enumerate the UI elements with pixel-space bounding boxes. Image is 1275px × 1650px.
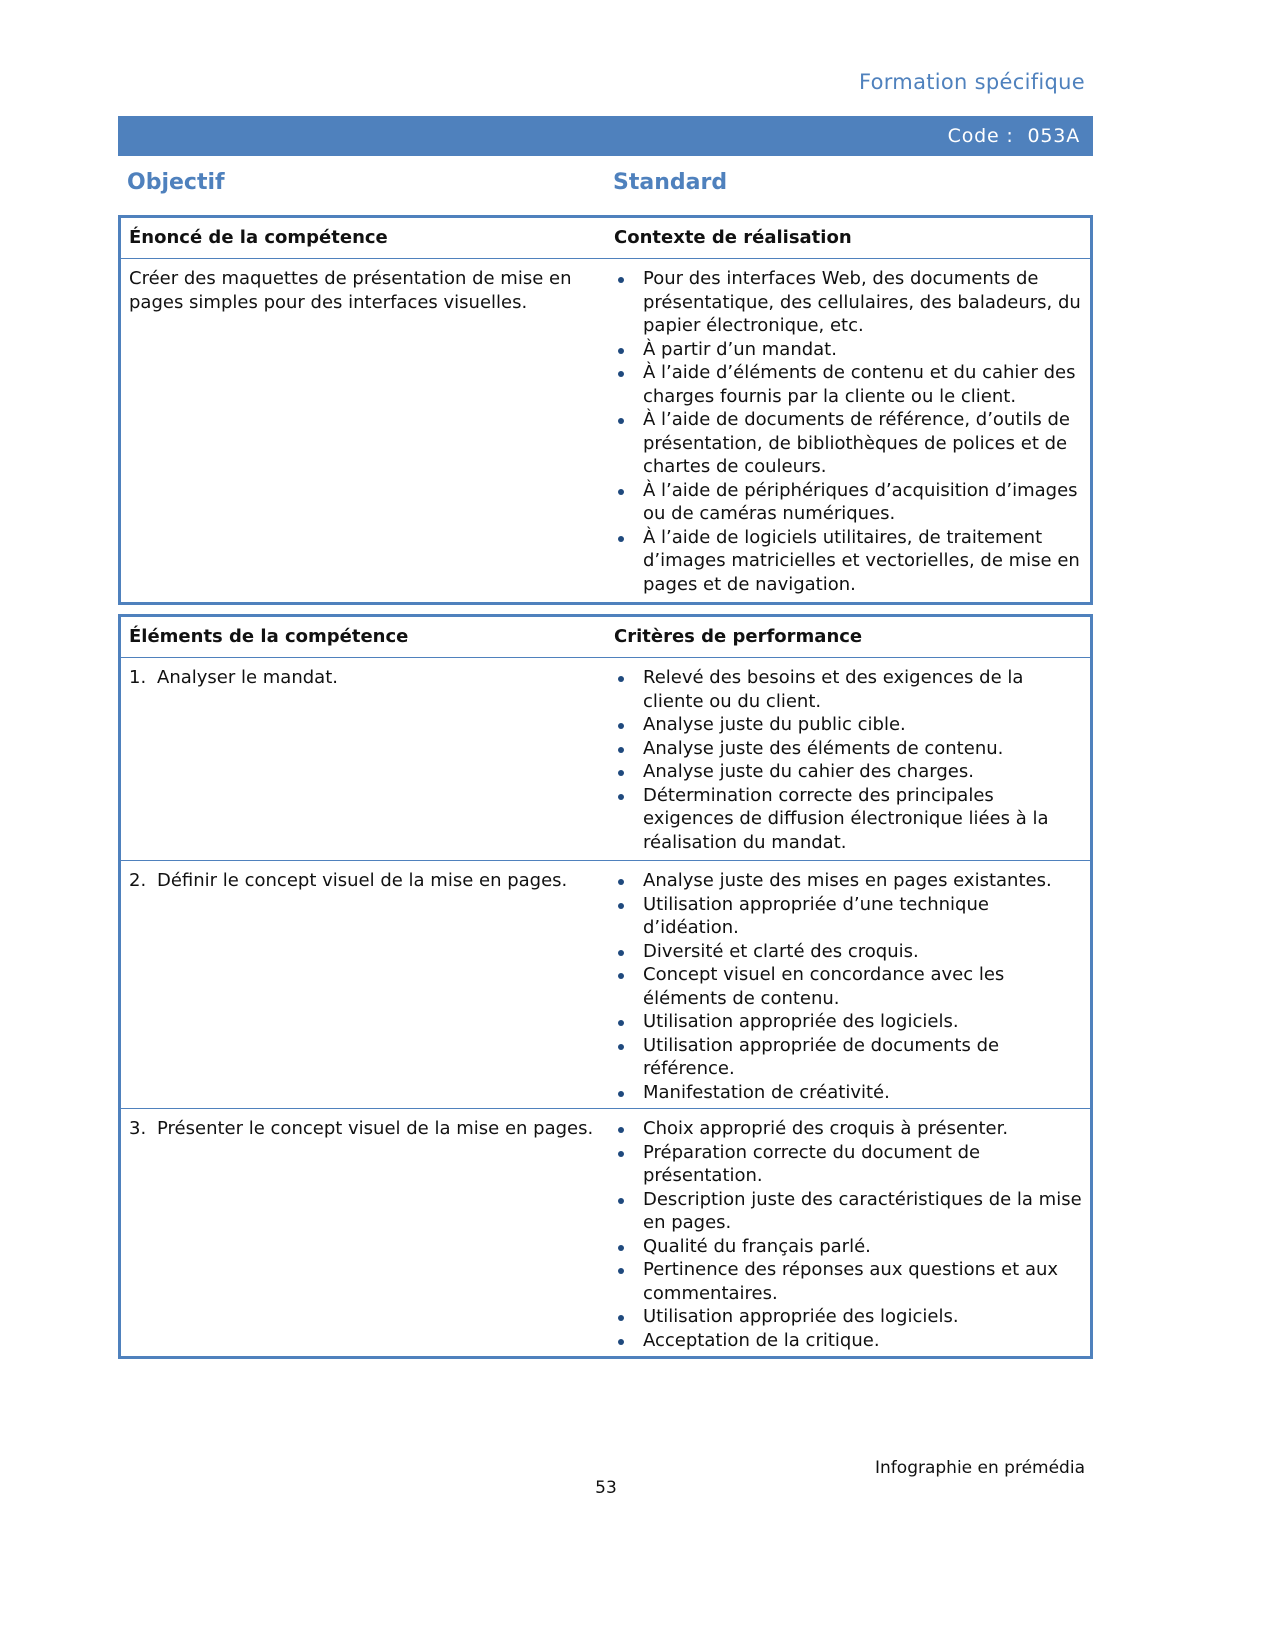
list-item: Description juste des caractéristiques de la mise en pages. — [614, 1188, 1082, 1235]
numbered-element — [129, 869, 600, 893]
element-number: 3. — [129, 1118, 147, 1139]
section-headings — [118, 170, 1093, 200]
contexte-header: Contexte de réalisation — [614, 227, 852, 248]
list-item: Analyse juste du public cible. — [614, 713, 1082, 737]
element-text: Analyser le mandat. — [157, 667, 338, 688]
criteres-list — [614, 666, 1082, 854]
criteres-list — [614, 1117, 1082, 1352]
criteres-cell — [608, 666, 1090, 854]
list-item: Choix approprié des croquis à présenter. — [614, 1117, 1082, 1141]
list-item: À l’aide d’éléments de contenu et du cahier des charges fournis par la cliente ou le client. — [614, 361, 1082, 408]
table-row — [121, 258, 1090, 602]
list-item: Relevé des besoins et des exigences de la cliente ou du client. — [614, 666, 1082, 713]
list-item: À partir d’un mandat. — [614, 338, 1082, 362]
element-cell — [121, 1117, 608, 1352]
element-number: 1. — [129, 667, 147, 688]
elements-header: Éléments de la compétence — [129, 626, 409, 647]
element-cell — [121, 869, 608, 1104]
enonce-text: Créer des maquettes de présentation de mise en pages simples pour des interfaces visuelles. — [129, 268, 572, 313]
table-header-row — [121, 218, 1090, 258]
competence-table — [118, 215, 1093, 605]
numbered-element — [129, 1117, 600, 1141]
list-item: Pour des interfaces Web, des documents de présentatique, des cellulaires, des baladeurs, du papier électronique, etc. — [614, 267, 1082, 338]
element-text: Définir le concept visuel de la mise en pages. — [157, 870, 568, 891]
table-header-row — [121, 617, 1090, 657]
list-item: Analyse juste des mises en pages existantes. — [614, 869, 1082, 893]
list-item: Utilisation appropriée des logiciels. — [614, 1010, 1082, 1034]
element-number: 2. — [129, 870, 147, 891]
table-row — [121, 860, 1090, 1108]
element-text: Présenter le concept visuel de la mise en pages. — [157, 1118, 594, 1139]
list-item: Manifestation de créativité. — [614, 1081, 1082, 1105]
code-bar — [118, 116, 1093, 156]
list-item: Concept visuel en concordance avec les éléments de contenu. — [614, 963, 1082, 1010]
list-item: Acceptation de la critique. — [614, 1329, 1082, 1353]
footer-program-name: Infographie en prémédia — [875, 1458, 1085, 1478]
code-label: Code : — [947, 125, 1014, 147]
contexte-list — [614, 267, 1082, 596]
list-item: Préparation correcte du document de présentation. — [614, 1141, 1082, 1188]
list-item: Analyse juste des éléments de contenu. — [614, 737, 1082, 761]
objectif-heading: Objectif — [127, 170, 225, 195]
list-item: À l’aide de documents de référence, d’outils de présentation, de bibliothèques de polices et de chartes de couleurs. — [614, 408, 1082, 479]
list-item: Pertinence des réponses aux questions et aux commentaires. — [614, 1258, 1082, 1305]
code-value: 053A — [1027, 125, 1080, 147]
list-item: Utilisation appropriée de documents de référence. — [614, 1034, 1082, 1081]
criteres-cell — [608, 869, 1090, 1104]
criteres-list — [614, 869, 1082, 1104]
contexte-cell — [608, 267, 1090, 596]
table-row — [121, 1108, 1090, 1356]
list-item: Analyse juste du cahier des charges. — [614, 760, 1082, 784]
numbered-element — [129, 666, 600, 690]
list-item: À l’aide de périphériques d’acquisition d’images ou de caméras numériques. — [614, 479, 1082, 526]
list-item: Utilisation appropriée d’une technique d’idéation. — [614, 893, 1082, 940]
page-number: 53 — [595, 1478, 617, 1498]
elements-table — [118, 614, 1093, 1359]
criteres-cell — [608, 1117, 1090, 1352]
document-section-title: Formation spécifique — [858, 70, 1085, 94]
list-item: Détermination correcte des principales exigences de diffusion électronique liées à la réalisation du mandat. — [614, 784, 1082, 855]
criteres-header: Critères de performance — [614, 626, 863, 647]
list-item: Utilisation appropriée des logiciels. — [614, 1305, 1082, 1329]
list-item: Diversité et clarté des croquis. — [614, 940, 1082, 964]
element-cell — [121, 666, 608, 854]
list-item: À l’aide de logiciels utilitaires, de traitement d’images matricielles et vectorielles, de mise en pages et de navigation. — [614, 526, 1082, 597]
list-item: Qualité du français parlé. — [614, 1235, 1082, 1259]
standard-heading: Standard — [613, 170, 728, 195]
table-row — [121, 657, 1090, 860]
enonce-header: Énoncé de la compétence — [129, 227, 388, 248]
